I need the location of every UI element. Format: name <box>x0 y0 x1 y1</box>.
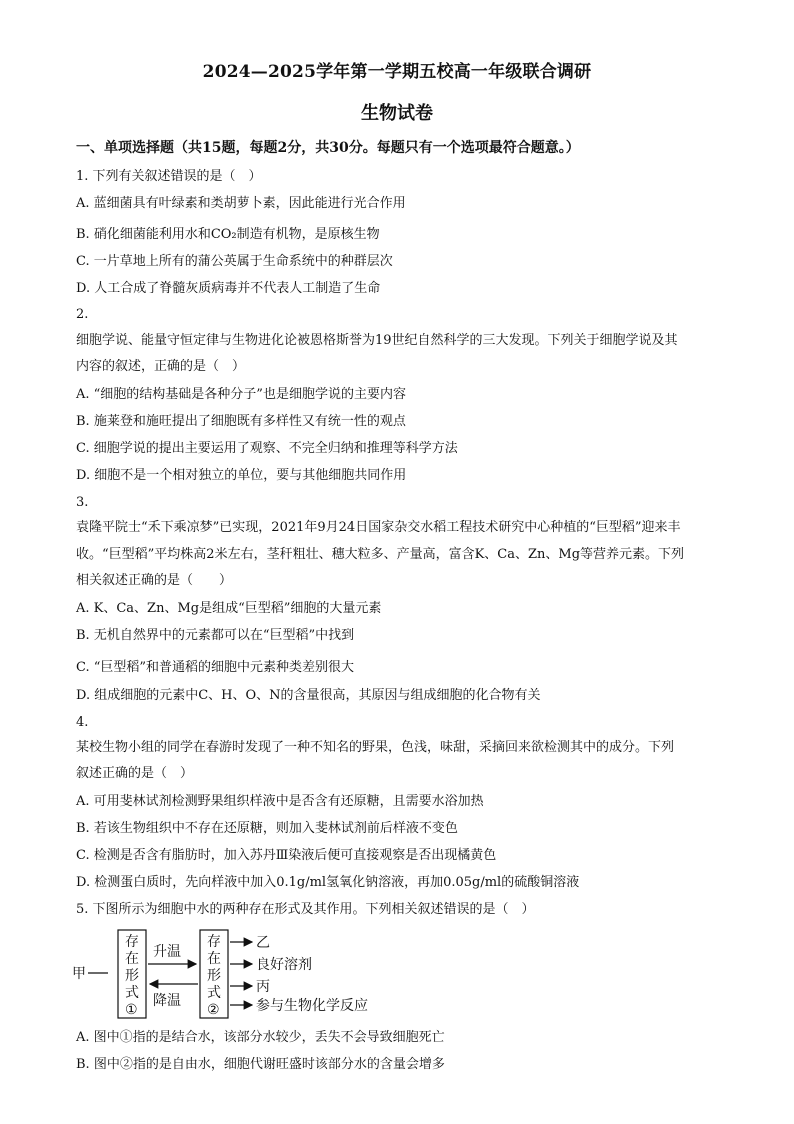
output-label: 参与生物化学反应 <box>256 998 368 1014</box>
q4-option-a: A. 可用斐林试剂检测野果组织样液中是否含有还原糖，且需要水浴加热 <box>76 794 484 809</box>
q3-option-b: B. 无机自然界中的元素都可以在“巨型稻”中找到 <box>76 628 355 643</box>
diagram-left-label: 甲 <box>72 966 86 982</box>
output-label: 良好溶剂 <box>256 957 312 973</box>
exam-subtitle: 生物试卷 <box>361 103 433 124</box>
box2-char: 在 <box>207 951 221 967</box>
question-4-number: 4. <box>76 715 89 730</box>
question-4-stem-line: 某校生物小组的同学在春游时发现了一种不知名的野果，色浅，味甜，采摘回来欲检测其中的成分。下列 <box>76 740 675 755</box>
question-2-stem-line: 细胞学说、能量守恒定律与生物进化论被恩格斯誉为19世纪自然科学的三大发现。下列关于细胞学说及其 <box>76 333 678 348</box>
q5-option-b: B. 图中②指的是自由水，细胞代谢旺盛时该部分水的含量会增多 <box>76 1057 445 1072</box>
box2-char: 式 <box>207 985 221 1001</box>
q2-option-b: B. 施莱登和施旺提出了细胞既有多样性又有统一性的观点 <box>76 414 406 429</box>
q5-option-a: A. 图中①指的是结合水，该部分水较少，丢失不会导致细胞死亡 <box>76 1030 445 1045</box>
q1-option-a: A. 蓝细菌具有叶绿素和类胡萝卜素，因此能进行光合作用 <box>76 196 406 211</box>
output-label: 丙 <box>256 979 270 995</box>
box1-char: 在 <box>125 951 139 967</box>
question-2-stem-line: 内容的叙述，正确的是（ ） <box>76 359 246 374</box>
q2-option-c: C. 细胞学说的提出主要运用了观察、不完全归纳和推理等科学方法 <box>76 441 458 456</box>
q4-option-c: C. 检测是否含有脂肪时，加入苏丹Ⅲ染液后便可直接观察是否出现橘黄色 <box>76 848 497 863</box>
section-heading: 一、单项选择题（共15题，每题2分，共30分。每题只有一个选项最符合题意。） <box>76 140 580 156</box>
question-5-stem: 5. 下图所示为细胞中水的两种存在形式及其作用。下列相关叙述错误的是（ ） <box>76 902 535 917</box>
q3-option-d: D. 组成细胞的元素中C、H、O、N的含量很高，其原因与组成细胞的化合物有关 <box>76 688 541 703</box>
box2-char: ② <box>207 1002 220 1018</box>
question-3-stem-line: 相关叙述正确的是（ ） <box>76 573 233 588</box>
q2-option-a: A. “细胞的结构基础是各种分子”也是细胞学说的主要内容 <box>76 387 406 402</box>
question-3-number: 3. <box>76 495 89 510</box>
q3-option-c: C. “巨型稻”和普通稻的细胞中元素种类差别很大 <box>76 660 355 675</box>
q3-option-a: A. K、Ca、Zn、Mg是组成“巨型稻”细胞的大量元素 <box>76 601 382 616</box>
question-4-stem-line: 叙述正确的是（ ） <box>76 766 194 781</box>
box2-char: 形 <box>207 968 221 984</box>
box1-char: ① <box>125 1002 138 1018</box>
question-2-number: 2. <box>76 307 89 322</box>
q4-option-b: B. 若该生物组织中不存在还原糖，则加入斐林试剂前后样液不变色 <box>76 821 458 836</box>
cool-down-label: 降温 <box>153 993 181 1009</box>
box1-char: 形 <box>125 968 139 984</box>
q1-option-d: D. 人工合成了脊髓灰质病毒并不代表人工制造了生命 <box>76 281 381 296</box>
box1-char: 存 <box>125 934 139 950</box>
question-1-stem: 1. 下列有关叙述错误的是（ ） <box>76 169 262 184</box>
box2-char: 存 <box>207 934 221 950</box>
q4-option-d: D. 检测蛋白质时，先向样液中加入0.1g/ml氢氧化钠溶液，再加0.05g/ml的硫酸铜溶液 <box>76 875 580 890</box>
q1-option-b: B. 硝化细菌能利用水和CO₂制造有机物，是原核生物 <box>76 227 380 242</box>
output-label: 乙 <box>256 935 270 951</box>
water-forms-diagram <box>72 928 412 1022</box>
question-3-stem-line: 袁隆平院士“禾下乘凉梦”已实现，2021年9月24日国家杂交水稻工程技术研究中心种植的“巨型稻”迎来丰 <box>76 520 681 535</box>
q2-option-d: D. 细胞不是一个相对独立的单位，要与其他细胞共同作用 <box>76 468 407 483</box>
q1-option-c: C. 一片草地上所有的蒲公英属于生命系统中的种群层次 <box>76 254 393 269</box>
exam-title: 2024—2025学年第一学期五校高一年级联合调研 <box>202 62 592 82</box>
box1-char: 式 <box>125 985 139 1001</box>
heat-up-label: 升温 <box>153 944 181 960</box>
question-3-stem-line: 收。“巨型稻”平均株高2米左右，茎秆粗壮、穗大粒多、产量高，富含K、Ca、Zn、Mg等营养元素。下列 <box>76 547 685 562</box>
